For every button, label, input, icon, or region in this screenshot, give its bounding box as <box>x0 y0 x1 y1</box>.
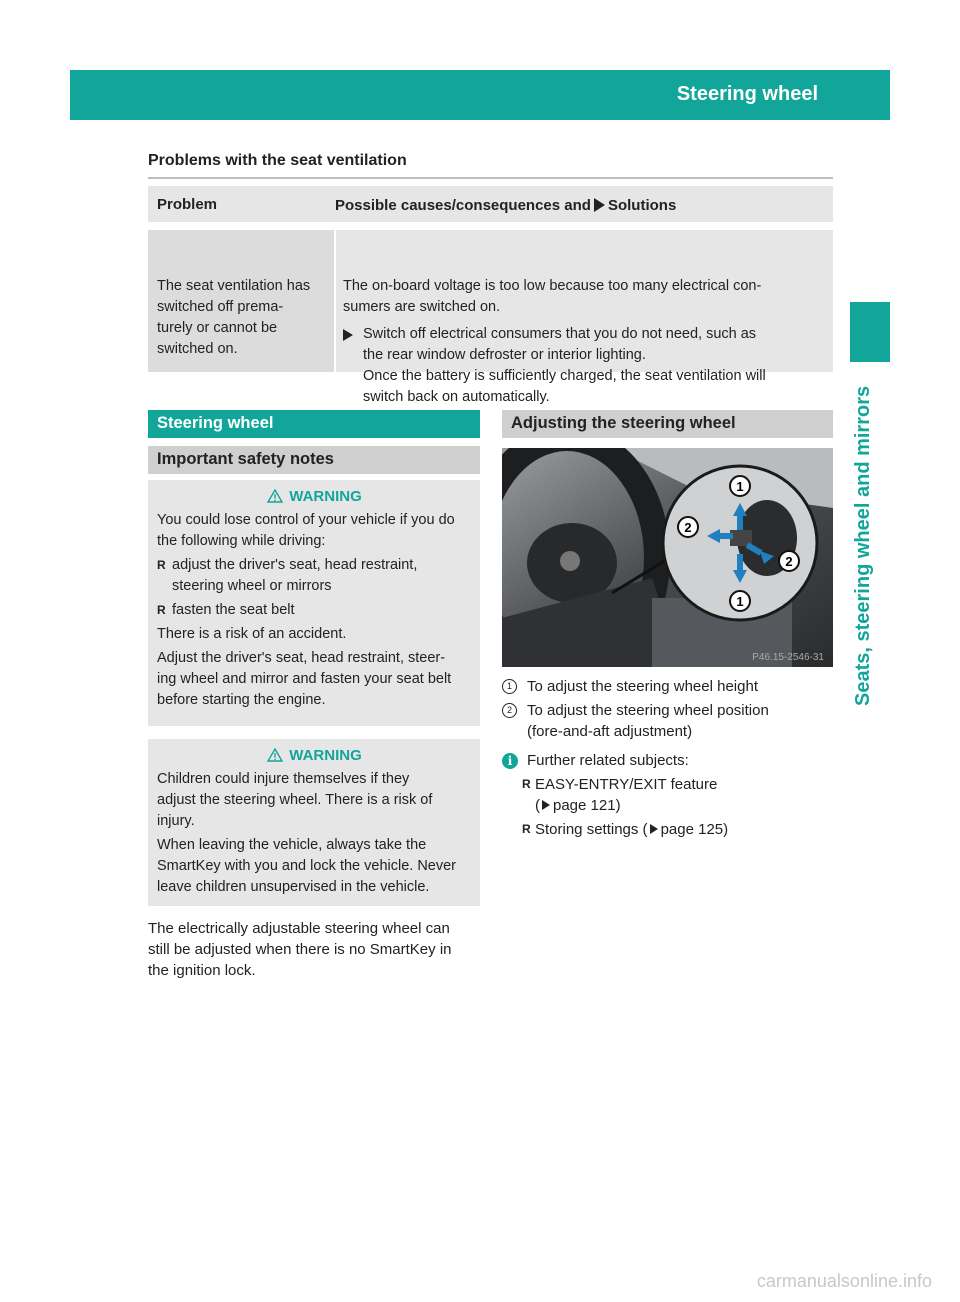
callout-1-bottom: 1 <box>736 594 744 609</box>
steering-wheel-illustration <box>502 448 833 667</box>
col-causes-suffix: Solutions <box>607 197 677 214</box>
bullet-icon: R <box>157 603 166 617</box>
solution-line: Switch off electrical consumers that you do not need, such as <box>363 326 757 342</box>
table-header <box>148 186 833 222</box>
steering-wheel-photo <box>502 448 833 667</box>
cause-text <box>343 276 825 318</box>
page-header <box>70 70 943 120</box>
page-ref[interactable]: ( page 121) <box>535 797 621 814</box>
table-row <box>148 230 833 405</box>
warning-text: Children could injure themselves if they adjust the steering wheel. There is a risk of injury. <box>157 771 433 829</box>
warning-header <box>157 745 472 766</box>
bullet-icon: R <box>522 822 531 836</box>
problems-title: Problems with the seat ventilation <box>148 152 407 169</box>
solution-line: the rear window defroster or interior lighting. <box>363 347 646 363</box>
problems-table <box>148 186 833 405</box>
bullet-icon: R <box>522 777 531 791</box>
callout-number-icon: 2 <box>502 703 517 718</box>
adjusting-heading: Adjusting the steering wheel <box>502 410 833 438</box>
solution-line: Once the battery is sufficiently charged, the seat ventilation will <box>363 368 766 384</box>
side-tab-marker <box>850 302 890 362</box>
warning-icon <box>267 489 283 503</box>
problem-cell <box>148 230 334 372</box>
legend-item-1: 1 To adjust the steering wheel height <box>502 676 833 697</box>
cause-line: sumers are switched on. <box>343 299 501 315</box>
causes-cell <box>336 230 833 405</box>
bullet-icon: R <box>157 558 166 572</box>
warning-text: You could lose control of your vehicle if you do the following while driving: <box>157 512 455 549</box>
col-problem: Problem <box>157 196 218 213</box>
callout-number-icon: 1 <box>502 679 517 694</box>
body-paragraph: The electrically adjustable steering wheel can still be adjusted when there is no SmartKey in the ignition lock. <box>148 920 452 979</box>
problem-line: switched on. <box>157 341 238 357</box>
page-number: 119 <box>915 85 943 104</box>
arrow-icon <box>343 329 353 341</box>
problem-line: The seat ventilation has <box>157 278 311 294</box>
legend-item-2: 2 To adjust the steering wheel position (fore-and-aft adjustment) <box>502 700 833 742</box>
warning-label: WARNING <box>289 488 362 505</box>
page-ref-arrow-icon <box>650 824 658 834</box>
info-icon: i <box>502 753 518 769</box>
header-title: Steering wheel <box>676 83 818 105</box>
safety-notes-heading: Important safety notes <box>148 446 480 474</box>
list-item: R adjust the driver's seat, head restraint, steering wheel or mirrors <box>157 557 418 594</box>
problems-rule <box>148 177 833 179</box>
page-ref-arrow-icon <box>542 800 550 810</box>
warning-box-1 <box>148 480 480 726</box>
steering-wheel-heading: Steering wheel <box>148 410 480 438</box>
solution-arrow-icon <box>594 198 605 212</box>
header-divider <box>900 70 903 120</box>
page-ref[interactable]: Storing settings ( page 125) <box>535 821 729 838</box>
list-item: R fasten the seat belt <box>157 600 472 621</box>
warning-label: WARNING <box>289 747 362 764</box>
problem-line: switched off prema- <box>157 299 284 315</box>
callout-2-right: 2 <box>785 554 793 569</box>
image-code: P46.15-2546-31 <box>752 652 824 663</box>
solution-line: switch back on automatically. <box>363 389 550 405</box>
list-item <box>502 819 833 840</box>
info-note: i Further related subjects: <box>502 750 833 771</box>
problem-line: turely or cannot be <box>157 320 278 336</box>
side-tab-label: Seats, steering wheel and mirrors <box>852 385 874 706</box>
photo-legend <box>502 676 833 843</box>
watermark: carmanualsonline.info <box>756 1271 932 1291</box>
callout-2-left: 2 <box>684 520 692 535</box>
solution-item <box>343 324 825 408</box>
warning-box-2 <box>148 739 480 906</box>
warning-header <box>157 486 472 507</box>
callout-1-top: 1 <box>736 479 744 494</box>
cause-line: The on-board voltage is too low because too many electrical con- <box>343 278 762 294</box>
warning-risk: There is a risk of an accident. <box>157 626 347 642</box>
warning-closing: Adjust the driver's seat, head restraint, steer- ing wheel and mirror and fasten your seat belt before starting the engine. <box>157 650 452 708</box>
col-causes-prefix: Possible causes/consequences and <box>335 197 591 214</box>
warning-text: When leaving the vehicle, always take the SmartKey with you and lock the vehicle. Never leave children unsupervised in the vehicle. <box>157 837 456 895</box>
warning-icon <box>267 748 283 762</box>
col-causes <box>328 186 833 222</box>
list-item: R EASY-ENTRY/EXIT feature ( page 121) <box>502 774 833 816</box>
